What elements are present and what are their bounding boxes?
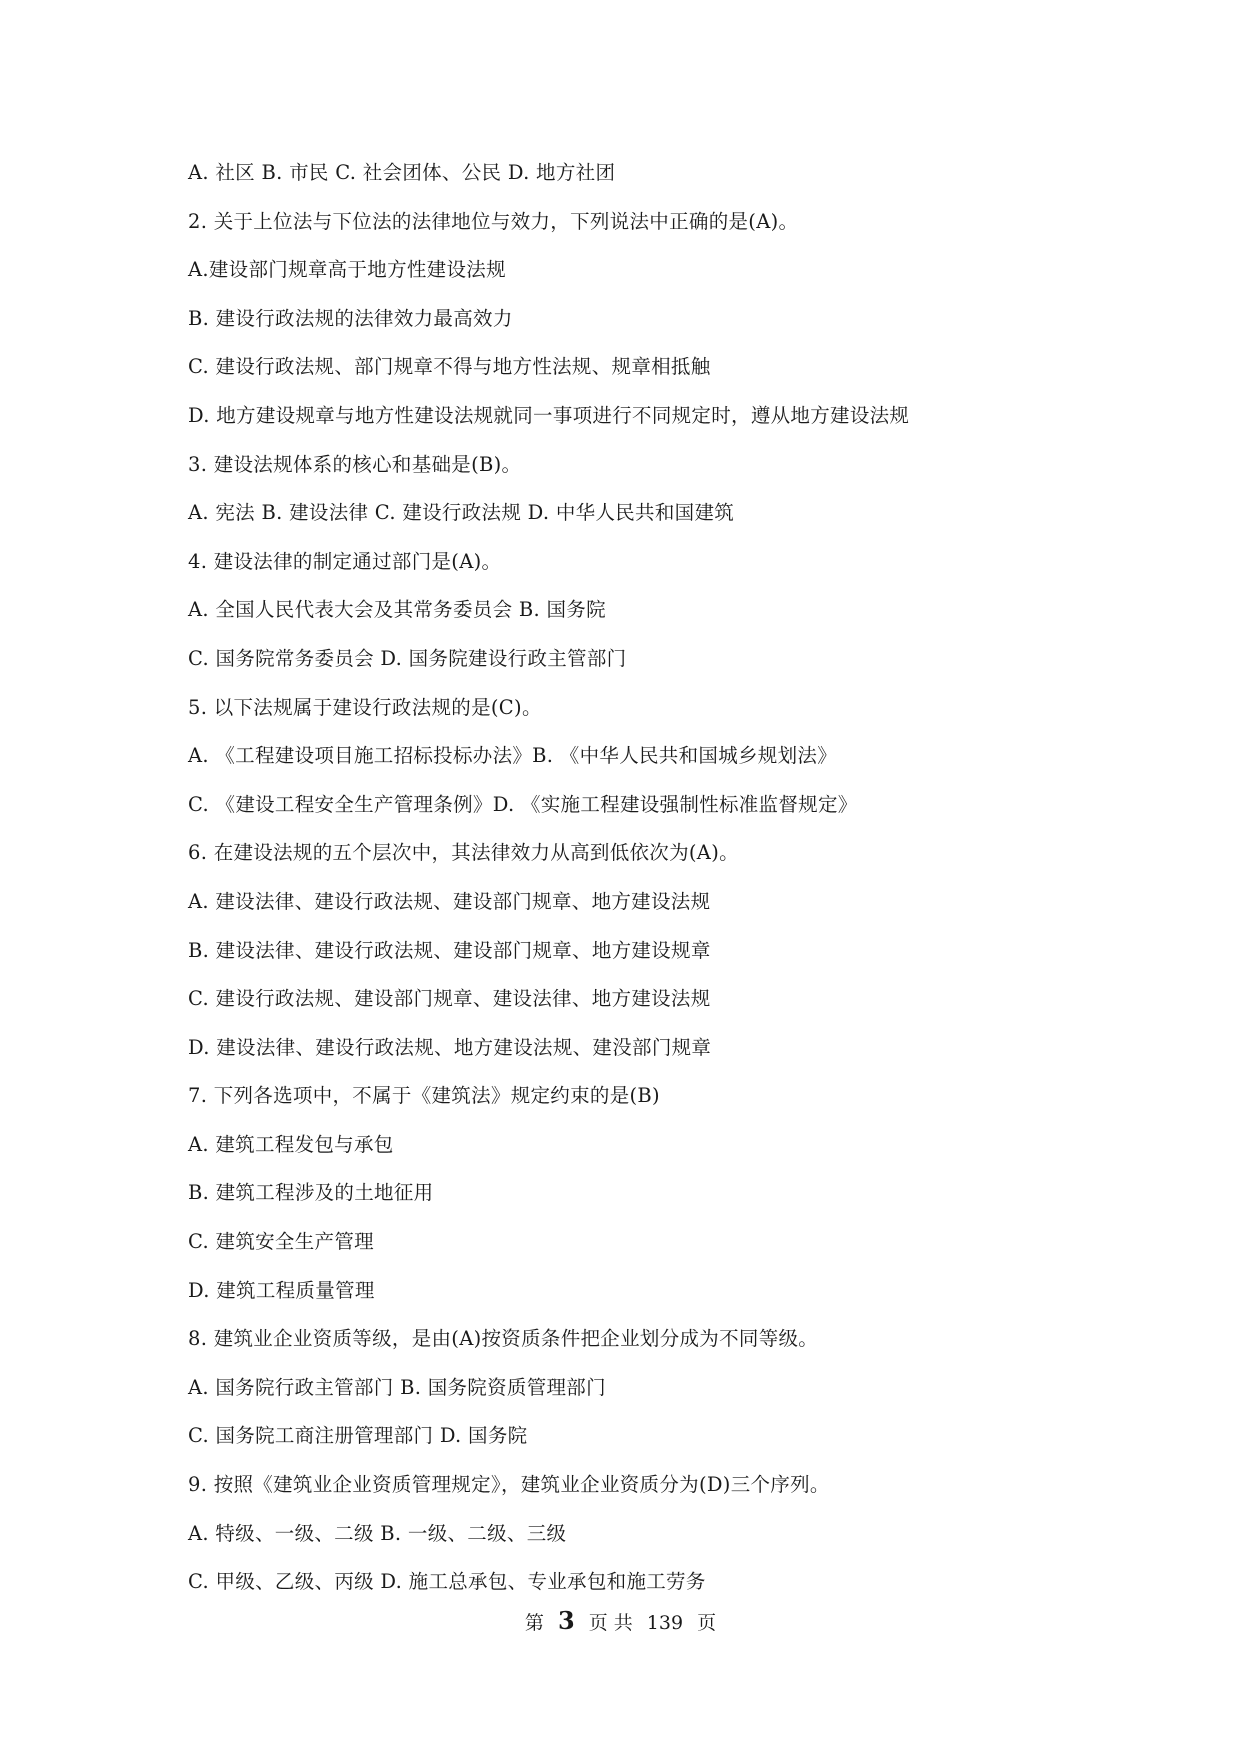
answer-option: B. 建设行政法规的法律效力最高效力 (188, 306, 513, 330)
question-stem: 7. 下列各选项中，不属于《建筑法》规定约束的是(B) (188, 1084, 660, 1108)
page-footer (0, 1606, 1241, 1638)
question-stem: 3. 建设法规体系的核心和基础是(B)。 (188, 452, 522, 476)
question-stem: 2. 关于上位法与下位法的法律地位与效力，下列说法中正确的是(A)。 (188, 209, 799, 233)
answer-option: A.建设部门规章高于地方性建设法规 (188, 258, 506, 282)
answer-options-row: A. 宪法 B. 建设法律 C. 建设行政法规 D. 中华人民共和国建筑 (188, 501, 735, 525)
footer-middle: 页 共 (588, 1612, 633, 1634)
current-page-number: 3 (557, 1606, 575, 1635)
footer-suffix: 页 (697, 1612, 717, 1634)
answer-options-row: A. 《工程建设项目施工招标投标办法》B. 《中华人民共和国城乡规划法》 (188, 744, 838, 768)
answer-option: C. 建设行政法规、建设部门规章、建设法律、地方建设法规 (188, 987, 711, 1011)
answer-option: B. 建筑工程涉及的土地征用 (188, 1181, 434, 1205)
question-stem: 5. 以下法规属于建设行政法规的是(C)。 (188, 695, 542, 719)
answer-option: C. 建筑安全生产管理 (188, 1230, 374, 1254)
answer-options-row: A. 特级、一级、二级 B. 一级、二级、三级 (188, 1521, 567, 1545)
question-stem: 9. 按照《建筑业企业资质管理规定》，建筑业企业资质分为(D)三个序列。 (188, 1473, 830, 1497)
footer-prefix: 第 (524, 1612, 544, 1634)
answer-options-row: C. 甲级、乙级、丙级 D. 施工总承包、专业承包和施工劳务 (188, 1570, 706, 1594)
answer-option: D. 建设法律、建设行政法规、地方建设法规、建没部门规章 (188, 1035, 712, 1059)
question-stem: 8. 建筑业企业资质等级，是由(A)按资质条件把企业划分成为不同等级。 (188, 1327, 819, 1351)
answer-option: D. 地方建设规章与地方性建设法规就同一事项进行不同规定时，遵从地方建设法规 (188, 403, 910, 427)
question-list (188, 158, 1088, 1616)
answer-option: A. 建设法律、建设行政法规、建设部门规章、地方建设法规 (188, 889, 711, 913)
answer-option: B. 建设法律、建设行政法规、建设部门规章、地方建设规章 (188, 938, 711, 962)
answer-option: D. 建筑工程质量管理 (188, 1278, 375, 1302)
answer-options-row: A. 全国人民代表大会及其常务委员会 B. 国务院 (188, 598, 606, 622)
answer-options-row: C. 国务院常务委员会 D. 国务院建设行政主管部门 (188, 646, 627, 670)
total-page-count: 139 (646, 1612, 684, 1634)
answer-option: C. 建设行政法规、部门规章不得与地方性法规、规章相抵触 (188, 355, 711, 379)
text-line: A. 社区 B. 市民 C. 社会团体、公民 D. 地方社团 (188, 161, 616, 184)
answer-options-row: A. 国务院行政主管部门 B. 国务院资质管理部门 (188, 1375, 606, 1399)
answer-options-row: C. 国务院工商注册管理部门 D. 国务院 (188, 1424, 528, 1448)
question-stem: 4. 建设法律的制定通过部门是(A)。 (188, 549, 502, 573)
answer-option: A. 建筑工程发包与承包 (188, 1132, 394, 1156)
question-stem: 6. 在建设法规的五个层次中，其法律效力从高到低依次为(A)。 (188, 841, 739, 865)
answer-options-row: C. 《建设工程安全生产管理条例》D. 《实施工程建设强制性标准监督规定》 (188, 792, 858, 816)
